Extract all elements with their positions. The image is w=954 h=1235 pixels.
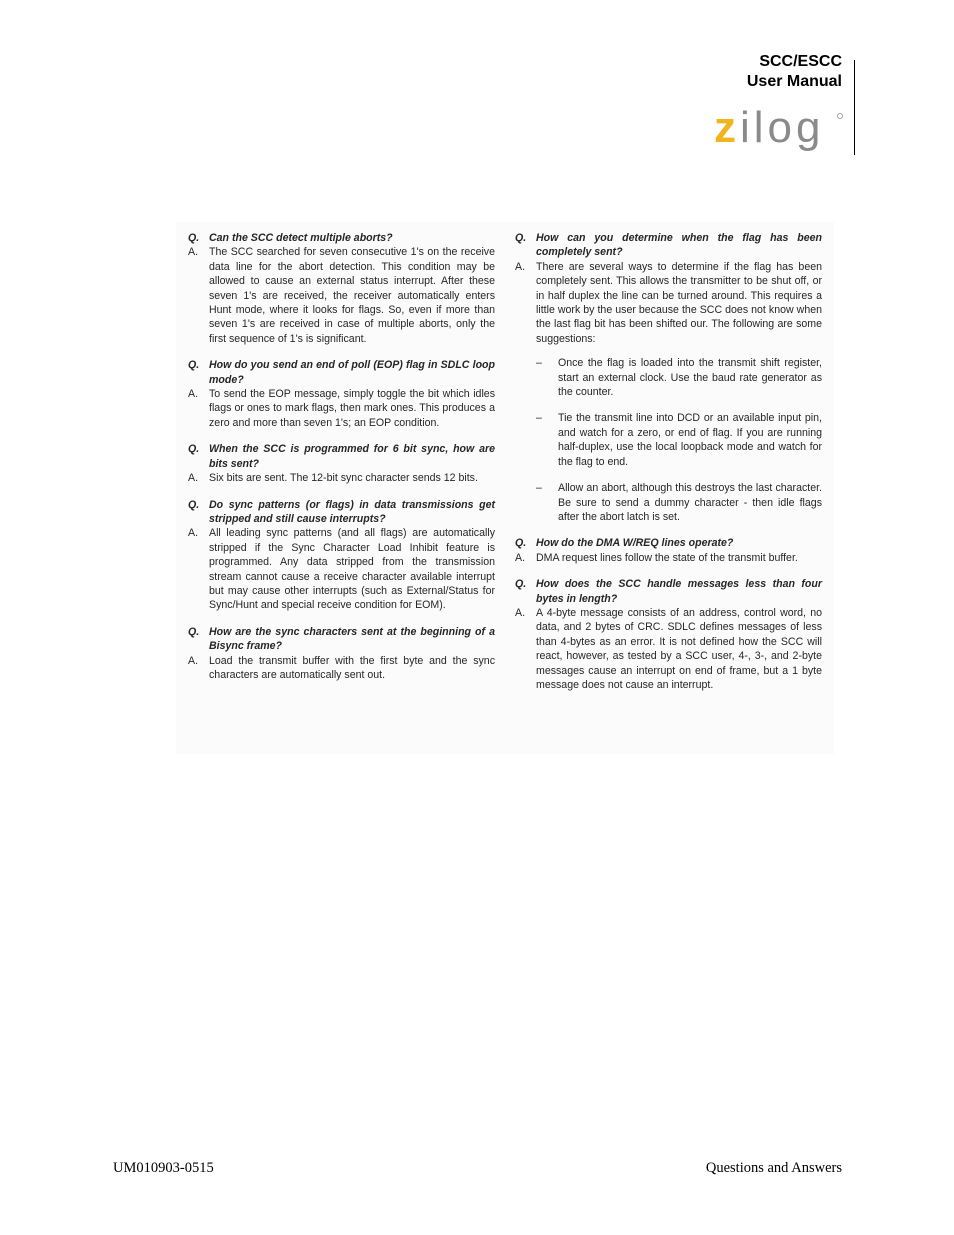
qa-item-messages: Q. How does the SCC handle messages less than four bytes in length? A. A 4-byte message consists of an address, control word, no data, and 2 bytes of CRC. SDLC defines messages of less than 4-bytes as an error. It is not defined how the SCC will react, however, as tested by a SCC user, 4-, 3-, and 2-byte messages cause an interrupt on end of frame, but a 1 byte message does not cause an interrupt. bbox=[515, 578, 822, 691]
header-doc-type: User Manual bbox=[746, 73, 842, 90]
suggestion-item: – Tie the transmit line into DCD or an available input pin, and watch for a zero, or end of flag. If you are running half-duplex, use the local loopback mode and watch for the flag to end. bbox=[536, 412, 822, 468]
header-product-title: SCC/ESCC bbox=[759, 53, 842, 70]
suggestion-item: – Allow an abort, although this destroys the last character. Be sure to send a dummy character - then idle flags after the abort latch is set. bbox=[536, 482, 822, 523]
qa-item: Q. Can the SCC detect multiple aborts? A. The SCC searched for seven consecutive 1's on the receive data line for the abort detection. This condition may be allowed to cause an external status interrupt. After these seven 1's are received, the receiver automatically enters Hunt mode, where it looks for flags. So, even if more than seven 1's are received in case of multiple aborts, only the first sequence of 1's is significant. bbox=[188, 232, 495, 345]
left-column bbox=[188, 231, 495, 694]
question-text: How can you determine when the flag has been completely sent? bbox=[536, 232, 822, 259]
svg-text:zilog: zilog bbox=[714, 106, 825, 152]
answer-text: Six bits are sent. The 12-bit sync character sends 12 bits. bbox=[209, 472, 478, 485]
right-column bbox=[515, 231, 822, 704]
document-header bbox=[747, 52, 842, 92]
answer-text: DMA request lines follow the state of the transmit buffer. bbox=[536, 551, 798, 564]
footer-section-title: Questions and Answers bbox=[705, 1160, 842, 1176]
qa-item-dma: Q. How do the DMA W/REQ lines operate? A. DMA request lines follow the state of the transmit buffer. bbox=[515, 536, 822, 565]
answer-text: There are several ways to determine if the flag has been completely sent. This allows the transmitter to be shut off, or in half duplex the line can be turned around. This requires a little work by the user because the SCC does not know when the last flag bit has been shifted our. The following are some suggestions: bbox=[536, 260, 822, 345]
qa-item: Q. How do you send an end of poll (EOP) flag in SDLC loop mode? A. To send the EOP message, simply toggle the bit which idles flags or ones to mark flags, then mark ones. This produces a zero and more than seven 1's; an EOP condition. bbox=[188, 359, 495, 429]
suggestion-item: – Once the flag is loaded into the transmit shift register, start an external clock. Use the baud rate generator as the counter. bbox=[536, 357, 822, 399]
header-divider bbox=[854, 60, 855, 155]
answer-text: A 4-byte message consists of an address, control word, no data, and 2 bytes of CRC. SDLC defines messages of less than 4-bytes as an error. It is not defined how the SCC will react, however, as tested by a SCC user, 4-, 3-, and 2-byte messages cause an interrupt on end of frame, but a 1 byte message does not cause an interrupt. bbox=[536, 606, 822, 691]
qa-item-flag: Q. How can you determine when the flag has been completely sent? A. There are several ways to determine if the flag has been completely sent. This allows the transmitter to be shut off, or in half duplex the line can be turned around. This requires a little work by the user because the SCC does not know when the last flag bit has been shifted our. The following are some suggestions: – Once the flag is loaded into the transmit shift register, start an external clock. Use the baud rate generator as the counter. – Tie the transmit line into DCD or an available input pin, and watch for a zero, or end of flag. If you are running half-duplex, use the local loopback mode and watch for the flag to end. – Allow an abort, although this destroys the last character. Be sure to send a dummy character - then idle flags after the abort latch is set. bbox=[515, 232, 822, 523]
answer-text: Load the transmit buffer with the first byte and the sync characters are automatically sent out. bbox=[209, 654, 495, 681]
qa-item: Q. How are the sync characters sent at the beginning of a Bisync frame? A. Load the transmit buffer with the first byte and the sync characters are automatically sent out. bbox=[188, 625, 495, 681]
answer-text: All leading sync patterns (and all flags) are automatically stripped if the Sync Character Load Inhibit feature is programmed. Any data stripped from the transmission stream cannot cause a receive character available interrupt but may cause other interrupts (such as External/Status for Sync/Hunt and special receive condition for EOM). bbox=[209, 527, 495, 612]
answer-text: The SCC searched for seven consecutive 1's on the receive data line for the abort detection. This condition may be allowed to cause an external status interrupt. After these seven 1's are received, the receiver automatically enters Hunt mode, where it looks for flags. So, even if more than seven 1's are received in case of multiple aborts, only the first sequence of 1's is significant. bbox=[209, 246, 495, 345]
question-text: When the SCC is programmed for 6 bit sync, how are bits sent? bbox=[209, 443, 495, 470]
footer-doc-id: UM010903-0515 bbox=[113, 1160, 214, 1176]
question-text: How do you send an end of poll (EOP) flag in SDLC loop mode? bbox=[209, 359, 495, 386]
question-text: Can the SCC detect multiple aborts? bbox=[209, 232, 393, 244]
qa-item: Q. Do sync patterns (or flags) in data transmissions get stripped and still cause interrupts? A. All leading sync patterns (and all flags) are automatically stripped if the Sync Character Load Inhibit feature is programmed. Any data stripped from the transmission stream cannot cause a receive character available interrupt but may cause other interrupts (such as External/Status for Sync/Hunt and special receive condition for EOM). bbox=[188, 498, 495, 612]
question-text: How are the sync characters sent at the beginning of a Bisync frame? bbox=[209, 625, 495, 653]
answer-text: To send the EOP message, simply toggle the bit which idles flags or ones to mark flags, then mark ones. This produces a zero and more than seven 1's; an EOP condition. bbox=[209, 388, 495, 429]
qa-item: Q. When the SCC is programmed for 6 bit sync, how are bits sent? A. Six bits are sent. The 12-bit sync character sends 12 bits. bbox=[188, 443, 495, 485]
question-text: How do the DMA W/REQ lines operate? bbox=[536, 537, 734, 550]
question-text: How does the SCC handle messages less than four bytes in length? bbox=[536, 578, 822, 605]
question-text: Do sync patterns (or flags) in data transmissions get stripped and still cause interrupts? bbox=[209, 498, 495, 525]
zilog-logo bbox=[714, 106, 846, 156]
